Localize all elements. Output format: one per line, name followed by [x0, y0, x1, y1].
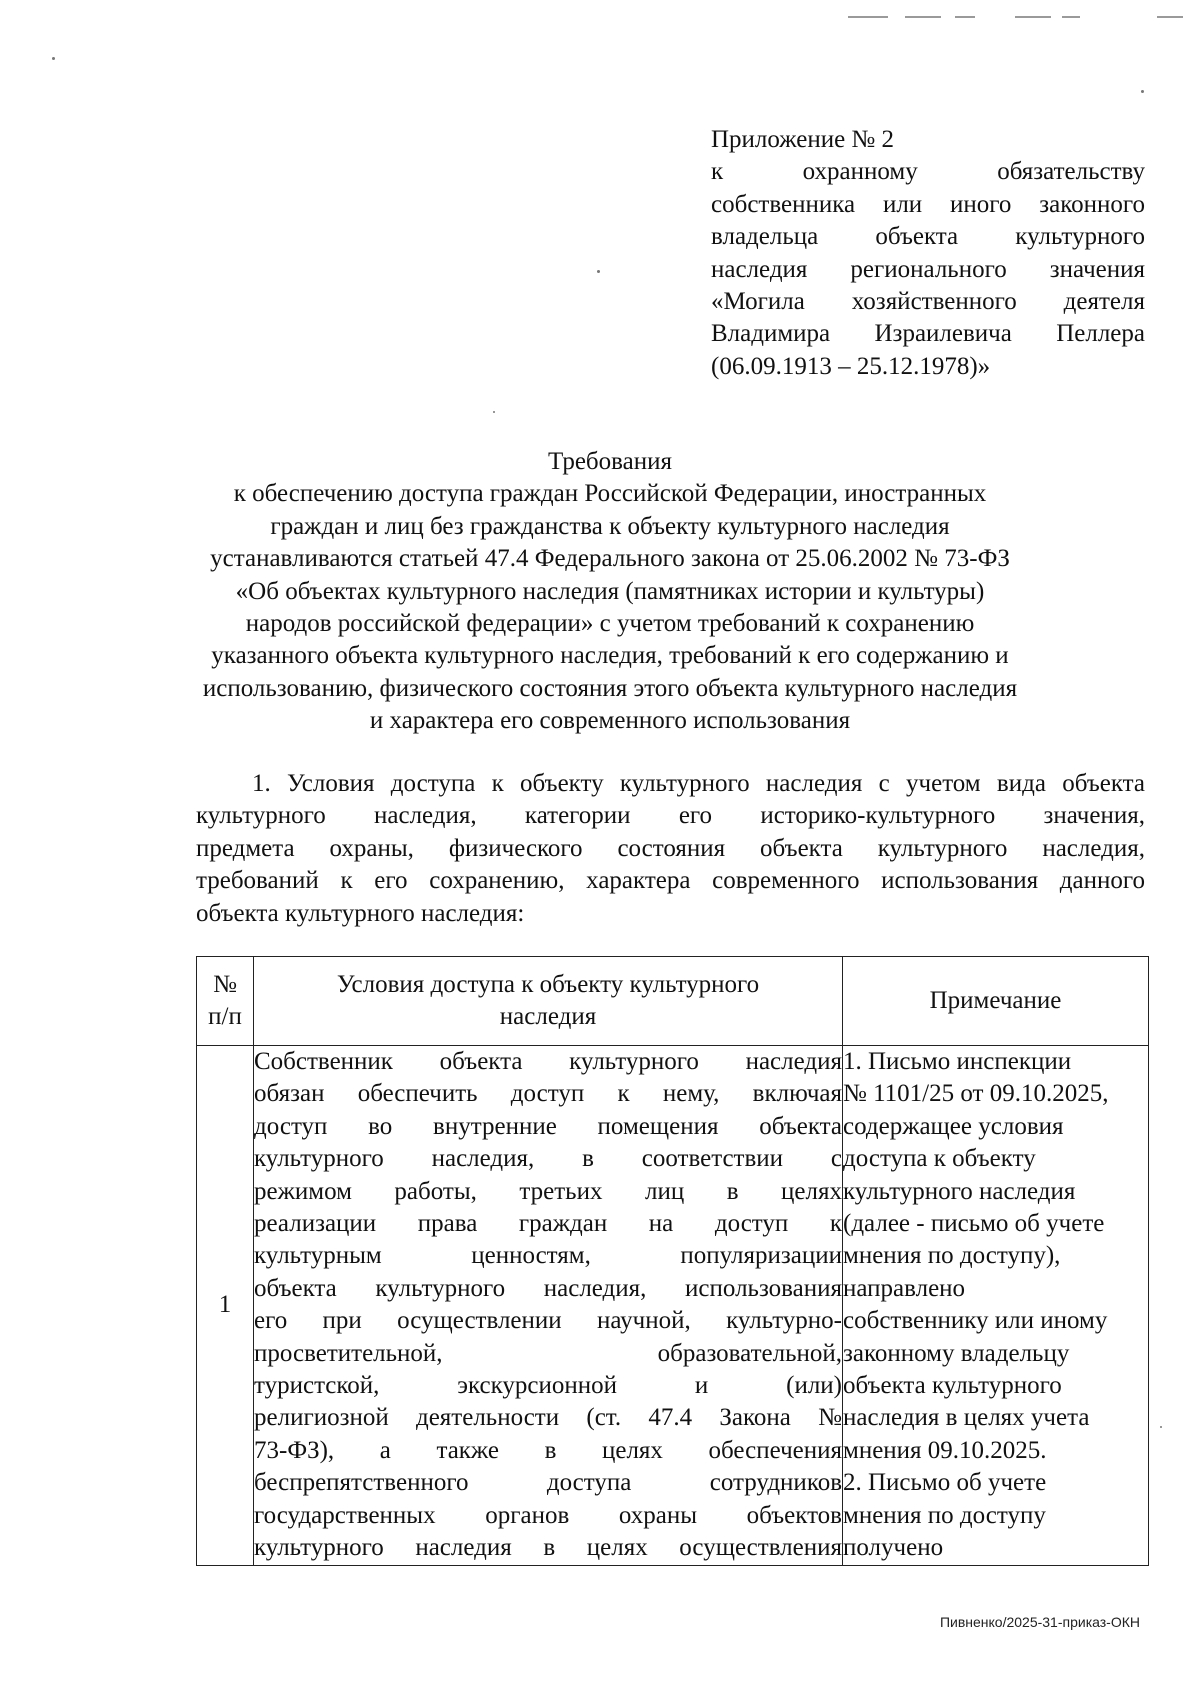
header-number-line: №	[213, 970, 237, 998]
conditions-line: реализации права граждан на доступ к	[254, 1210, 842, 1238]
note-line: собственнику или иному	[843, 1307, 1108, 1335]
appendix-block	[711, 124, 1145, 383]
conditions-line: Собственник объекта культурного наследия	[254, 1048, 842, 1075]
note-line: содержащее условия	[843, 1112, 1064, 1140]
note-line: мнения 09.10.2025.	[843, 1436, 1047, 1464]
conditions-line: его при осуществлении научной, культурно-	[254, 1307, 842, 1335]
note-line: законному владельцу	[843, 1339, 1070, 1367]
paragraph-line: предмета охраны, физического состояния объекта культурного наследия,	[196, 834, 1145, 862]
conditions-line: культурного наследия в целях осуществления	[254, 1534, 842, 1562]
scan-dot	[1160, 1426, 1162, 1428]
note-line: доступа к объекту	[843, 1145, 1036, 1173]
row-conditions	[254, 1046, 843, 1566]
title-line: к обеспечению доступа граждан Российской Федерации, иностранных	[233, 480, 987, 508]
appendix-heading: Приложение № 2	[711, 126, 895, 153]
scan-mark	[955, 16, 975, 18]
note-line: 2. Письмо об учете	[843, 1469, 1047, 1497]
paragraph-line: требований к его сохранению, характера современного использования данного	[196, 867, 1145, 895]
scan-mark	[1157, 16, 1183, 18]
table-row	[197, 1046, 1149, 1566]
conditions-line: культурного наследия, в соответствии с	[254, 1145, 842, 1173]
title-heading: Требования	[548, 448, 672, 475]
note-line: (далее - письмо об учете	[843, 1210, 1105, 1238]
scan-mark	[905, 16, 941, 18]
paragraph-line: 1. Условия доступа к объекту культурного наследия с учетом вида объекта	[252, 770, 1145, 797]
note-line: 1. Письмо инспекции	[843, 1048, 1072, 1075]
note-line: № 1101/25 от 09.10.2025,	[843, 1080, 1109, 1108]
appendix-line: «Могила хозяйственного деятеля	[711, 288, 1145, 316]
row-number: 1	[197, 1046, 254, 1566]
conditions-line: государственных органов охраны объектов	[254, 1501, 842, 1529]
scan-dot	[493, 411, 495, 413]
note-line: наследия в целях учета	[843, 1404, 1090, 1432]
scan-dot	[597, 270, 600, 273]
header-conditions-line: Условия доступа к объекту культурного	[336, 970, 760, 998]
conditions-line: религиозной деятельности (ст. 47.4 Закона №	[254, 1404, 842, 1432]
title-line: устанавливаются статьей 47.4 Федерального закона от 25.06.2002 № 73-ФЗ	[210, 545, 1010, 573]
appendix-line: к охранному обязательству	[711, 158, 1145, 186]
title-line: граждан и лиц без гражданства к объекту культурного наследия	[270, 512, 950, 540]
conditions-line: туристской, экскурсионной и (или)	[254, 1372, 842, 1400]
header-conditions	[254, 957, 843, 1046]
appendix-line: наследия регионального значения	[711, 255, 1145, 283]
conditions-line: объекта культурного наследия, использования	[254, 1274, 842, 1302]
appendix-line: Владимира Израилевича Пеллера	[711, 320, 1145, 348]
title-line: народов российской федерации» с учетом требований к сохранению	[245, 610, 975, 638]
conditions-line: доступ во внутренние помещения объекта	[254, 1112, 842, 1140]
header-conditions-line: наследия	[499, 1003, 597, 1030]
appendix-line: (06.09.1913 – 25.12.1978)»	[711, 352, 991, 380]
scan-dot	[1141, 90, 1144, 93]
appendix-line: собственника или иного законного	[711, 190, 1145, 218]
conditions-line: культурным ценностям, популяризации	[254, 1242, 842, 1270]
scan-mark	[1015, 16, 1051, 18]
header-number	[197, 957, 254, 1046]
title-line: и характера его современного использования	[369, 707, 851, 735]
note-line: получено	[843, 1534, 944, 1562]
note-line: объекта культурного	[843, 1372, 1062, 1400]
document-code: Пивненко/2025-31-приказ-ОКН	[939, 1614, 1140, 1630]
title-line: указанного объекта культурного наследия, требований к его содержанию и	[211, 642, 1009, 670]
conditions-line: обязан обеспечить доступ к нему, включая	[254, 1080, 842, 1108]
note-line: мнения по доступу	[843, 1501, 1046, 1529]
conditions-line: беспрепятственного доступа сотрудников	[254, 1469, 842, 1497]
note-line: мнения по доступу),	[843, 1242, 1061, 1270]
note-line: культурного наследия	[843, 1177, 1076, 1205]
header-note: Примечание	[843, 957, 1149, 1046]
access-conditions-table	[196, 956, 1149, 1566]
note-line: направлено	[843, 1274, 966, 1302]
table-header-row	[197, 957, 1149, 1046]
conditions-line: режимом работы, третьих лиц в целях	[254, 1177, 842, 1205]
scan-dot	[52, 57, 55, 60]
header-number-line: п/п	[208, 1003, 242, 1030]
title-line: использованию, физического состояния этого объекта культурного наследия	[202, 674, 1018, 702]
conditions-line: 73-ФЗ), а также в целях обеспечения	[254, 1436, 842, 1464]
appendix-line: владельца объекта культурного	[711, 223, 1145, 251]
conditions-line: просветительной, образовательной,	[254, 1339, 842, 1367]
requirements-title	[190, 446, 1030, 738]
scan-mark	[1062, 16, 1080, 18]
title-line: «Об объектах культурного наследия (памятниках истории и культуры)	[235, 577, 985, 605]
row-note	[843, 1046, 1149, 1566]
paragraph-1	[196, 768, 1145, 930]
paragraph-line: культурного наследия, категории его историко-культурного значения,	[196, 802, 1145, 830]
scan-mark	[848, 16, 888, 18]
paragraph-line: объекта культурного наследия:	[196, 899, 525, 927]
